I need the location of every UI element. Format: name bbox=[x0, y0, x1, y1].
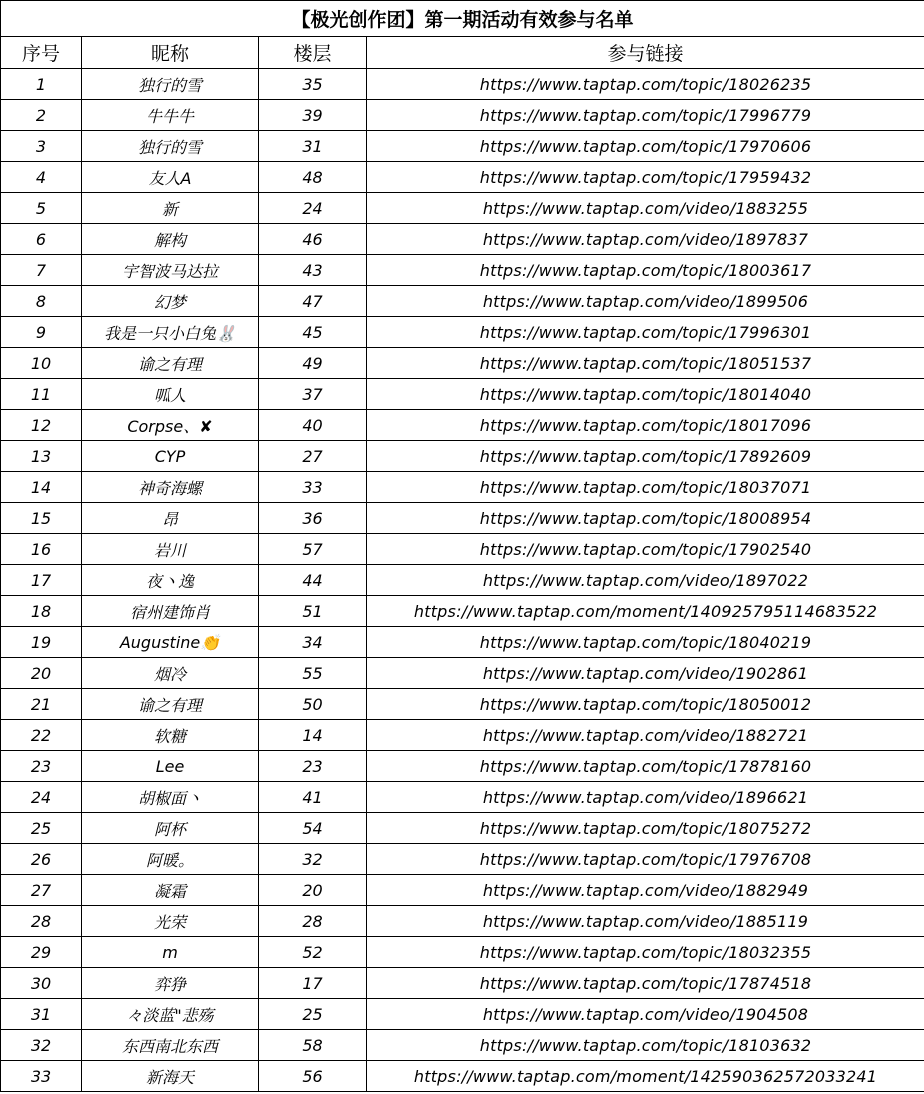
table-row bbox=[1, 255, 924, 286]
row-number: 2 bbox=[1, 100, 82, 131]
row-link: https://www.taptap.com/topic/17902540 bbox=[367, 534, 924, 565]
table-row bbox=[1, 999, 924, 1030]
header-floor: 楼层 bbox=[259, 37, 367, 69]
row-link: https://www.taptap.com/topic/17996779 bbox=[367, 100, 924, 131]
row-number: 23 bbox=[1, 751, 82, 782]
row-link: https://www.taptap.com/topic/18003617 bbox=[367, 255, 924, 286]
table-row bbox=[1, 937, 924, 968]
table-row bbox=[1, 100, 924, 131]
row-link: https://www.taptap.com/moment/142590362572033241 bbox=[367, 1061, 924, 1092]
row-nickname: 烟冷 bbox=[82, 658, 259, 689]
row-link: https://www.taptap.com/video/1904508 bbox=[367, 999, 924, 1030]
row-number: 19 bbox=[1, 627, 82, 658]
table-row bbox=[1, 193, 924, 224]
table-row bbox=[1, 503, 924, 534]
row-nickname: 独行的雪 bbox=[82, 69, 259, 100]
table-row bbox=[1, 1030, 924, 1061]
row-floor: 51 bbox=[259, 596, 367, 627]
table-row bbox=[1, 844, 924, 875]
table-row bbox=[1, 348, 924, 379]
row-link: https://www.taptap.com/topic/18037071 bbox=[367, 472, 924, 503]
row-floor: 20 bbox=[259, 875, 367, 906]
row-nickname: 谕之有理 bbox=[82, 689, 259, 720]
table-row bbox=[1, 658, 924, 689]
row-floor: 58 bbox=[259, 1030, 367, 1061]
row-floor: 17 bbox=[259, 968, 367, 999]
table-row bbox=[1, 813, 924, 844]
row-floor: 24 bbox=[259, 193, 367, 224]
row-nickname: 神奇海螺 bbox=[82, 472, 259, 503]
table-row bbox=[1, 69, 924, 100]
row-nickname: 岩川 bbox=[82, 534, 259, 565]
row-number: 13 bbox=[1, 441, 82, 472]
row-number: 27 bbox=[1, 875, 82, 906]
row-nickname: 昂 bbox=[82, 503, 259, 534]
row-nickname: 解构 bbox=[82, 224, 259, 255]
row-floor: 34 bbox=[259, 627, 367, 658]
row-link: https://www.taptap.com/topic/18017096 bbox=[367, 410, 924, 441]
row-number: 28 bbox=[1, 906, 82, 937]
row-nickname: 々淡蓝"悲殇 bbox=[82, 999, 259, 1030]
table-row bbox=[1, 441, 924, 472]
header-no: 序号 bbox=[1, 37, 82, 69]
row-floor: 43 bbox=[259, 255, 367, 286]
row-nickname: 幻梦 bbox=[82, 286, 259, 317]
row-floor: 28 bbox=[259, 906, 367, 937]
row-number: 12 bbox=[1, 410, 82, 441]
row-nickname: 光荣 bbox=[82, 906, 259, 937]
row-nickname: 软糖 bbox=[82, 720, 259, 751]
row-link: https://www.taptap.com/topic/17892609 bbox=[367, 441, 924, 472]
row-number: 33 bbox=[1, 1061, 82, 1092]
table-row bbox=[1, 751, 924, 782]
row-link: https://www.taptap.com/moment/140925795114683522 bbox=[367, 596, 924, 627]
row-floor: 36 bbox=[259, 503, 367, 534]
row-nickname: CYP bbox=[82, 441, 259, 472]
row-number: 16 bbox=[1, 534, 82, 565]
row-floor: 45 bbox=[259, 317, 367, 348]
row-number: 8 bbox=[1, 286, 82, 317]
table-row bbox=[1, 379, 924, 410]
row-link: https://www.taptap.com/video/1902861 bbox=[367, 658, 924, 689]
row-floor: 44 bbox=[259, 565, 367, 596]
row-number: 7 bbox=[1, 255, 82, 286]
row-link: https://www.taptap.com/topic/18050012 bbox=[367, 689, 924, 720]
row-number: 11 bbox=[1, 379, 82, 410]
row-number: 14 bbox=[1, 472, 82, 503]
row-nickname: 友人A bbox=[82, 162, 259, 193]
row-link: https://www.taptap.com/topic/18014040 bbox=[367, 379, 924, 410]
row-floor: 55 bbox=[259, 658, 367, 689]
row-nickname: Corpse、✘ bbox=[82, 410, 259, 441]
row-link: https://www.taptap.com/topic/18040219 bbox=[367, 627, 924, 658]
row-number: 25 bbox=[1, 813, 82, 844]
row-number: 21 bbox=[1, 689, 82, 720]
table-row bbox=[1, 131, 924, 162]
table-row bbox=[1, 627, 924, 658]
row-link: https://www.taptap.com/topic/18103632 bbox=[367, 1030, 924, 1061]
row-floor: 31 bbox=[259, 131, 367, 162]
row-nickname: 弈狰 bbox=[82, 968, 259, 999]
table-title: 【极光创作团】第一期活动有效参与名单 bbox=[1, 1, 924, 37]
title-row bbox=[1, 1, 924, 37]
row-nickname: 新 bbox=[82, 193, 259, 224]
row-nickname: Lee bbox=[82, 751, 259, 782]
row-link: https://www.taptap.com/topic/18026235 bbox=[367, 69, 924, 100]
row-number: 17 bbox=[1, 565, 82, 596]
row-link: https://www.taptap.com/video/1882721 bbox=[367, 720, 924, 751]
table-row bbox=[1, 596, 924, 627]
table-row bbox=[1, 720, 924, 751]
table-row bbox=[1, 534, 924, 565]
row-number: 18 bbox=[1, 596, 82, 627]
table-row bbox=[1, 162, 924, 193]
row-floor: 39 bbox=[259, 100, 367, 131]
row-link: https://www.taptap.com/video/1882949 bbox=[367, 875, 924, 906]
row-nickname: 新海天 bbox=[82, 1061, 259, 1092]
header-link: 参与链接 bbox=[367, 37, 924, 69]
row-floor: 27 bbox=[259, 441, 367, 472]
row-floor: 56 bbox=[259, 1061, 367, 1092]
row-number: 6 bbox=[1, 224, 82, 255]
row-link: https://www.taptap.com/topic/17996301 bbox=[367, 317, 924, 348]
row-number: 10 bbox=[1, 348, 82, 379]
row-nickname: 我是一只小白兔🐰 bbox=[82, 317, 259, 348]
table-row bbox=[1, 224, 924, 255]
row-link: https://www.taptap.com/video/1899506 bbox=[367, 286, 924, 317]
table-row bbox=[1, 1061, 924, 1092]
row-number: 31 bbox=[1, 999, 82, 1030]
row-number: 5 bbox=[1, 193, 82, 224]
row-number: 22 bbox=[1, 720, 82, 751]
row-floor: 33 bbox=[259, 472, 367, 503]
row-floor: 25 bbox=[259, 999, 367, 1030]
row-nickname: 夜丶逸 bbox=[82, 565, 259, 596]
row-link: https://www.taptap.com/topic/17959432 bbox=[367, 162, 924, 193]
table-row bbox=[1, 782, 924, 813]
row-link: https://www.taptap.com/video/1897022 bbox=[367, 565, 924, 596]
table-row bbox=[1, 906, 924, 937]
row-number: 30 bbox=[1, 968, 82, 999]
row-link: https://www.taptap.com/video/1897837 bbox=[367, 224, 924, 255]
table-row bbox=[1, 286, 924, 317]
row-nickname: 凝霜 bbox=[82, 875, 259, 906]
table-row bbox=[1, 968, 924, 999]
row-nickname: 阿杯 bbox=[82, 813, 259, 844]
row-floor: 46 bbox=[259, 224, 367, 255]
row-number: 3 bbox=[1, 131, 82, 162]
row-number: 9 bbox=[1, 317, 82, 348]
row-link: https://www.taptap.com/video/1896621 bbox=[367, 782, 924, 813]
row-number: 20 bbox=[1, 658, 82, 689]
row-link: https://www.taptap.com/topic/18008954 bbox=[367, 503, 924, 534]
row-nickname: m bbox=[82, 937, 259, 968]
table-row bbox=[1, 689, 924, 720]
row-link: https://www.taptap.com/topic/18075272 bbox=[367, 813, 924, 844]
row-nickname: Augustine👏 bbox=[82, 627, 259, 658]
row-floor: 40 bbox=[259, 410, 367, 441]
row-nickname: 呱人 bbox=[82, 379, 259, 410]
row-link: https://www.taptap.com/topic/17874518 bbox=[367, 968, 924, 999]
row-nickname: 宇智波马达拉 bbox=[82, 255, 259, 286]
row-floor: 54 bbox=[259, 813, 367, 844]
row-link: https://www.taptap.com/topic/18051537 bbox=[367, 348, 924, 379]
row-floor: 32 bbox=[259, 844, 367, 875]
table-body bbox=[1, 69, 924, 1092]
row-floor: 52 bbox=[259, 937, 367, 968]
row-number: 1 bbox=[1, 69, 82, 100]
row-number: 15 bbox=[1, 503, 82, 534]
row-nickname: 宿州建饰肖 bbox=[82, 596, 259, 627]
row-link: https://www.taptap.com/topic/17976708 bbox=[367, 844, 924, 875]
row-nickname: 胡椒面丶 bbox=[82, 782, 259, 813]
table-row bbox=[1, 317, 924, 348]
row-link: https://www.taptap.com/topic/18032355 bbox=[367, 937, 924, 968]
row-link: https://www.taptap.com/topic/17878160 bbox=[367, 751, 924, 782]
row-floor: 41 bbox=[259, 782, 367, 813]
row-nickname: 谕之有理 bbox=[82, 348, 259, 379]
row-nickname: 东西南北东西 bbox=[82, 1030, 259, 1061]
row-link: https://www.taptap.com/video/1885119 bbox=[367, 906, 924, 937]
row-link: https://www.taptap.com/topic/17970606 bbox=[367, 131, 924, 162]
row-nickname: 牛牛牛 bbox=[82, 100, 259, 131]
header-nickname: 昵称 bbox=[82, 37, 259, 69]
row-floor: 35 bbox=[259, 69, 367, 100]
row-link: https://www.taptap.com/video/1883255 bbox=[367, 193, 924, 224]
table-row bbox=[1, 565, 924, 596]
row-floor: 37 bbox=[259, 379, 367, 410]
header-row bbox=[1, 37, 924, 69]
row-floor: 47 bbox=[259, 286, 367, 317]
row-floor: 49 bbox=[259, 348, 367, 379]
row-number: 32 bbox=[1, 1030, 82, 1061]
row-floor: 14 bbox=[259, 720, 367, 751]
table-row bbox=[1, 875, 924, 906]
row-number: 4 bbox=[1, 162, 82, 193]
row-number: 29 bbox=[1, 937, 82, 968]
row-number: 26 bbox=[1, 844, 82, 875]
row-floor: 48 bbox=[259, 162, 367, 193]
row-floor: 57 bbox=[259, 534, 367, 565]
table-row bbox=[1, 472, 924, 503]
table-row bbox=[1, 410, 924, 441]
row-floor: 50 bbox=[259, 689, 367, 720]
row-nickname: 独行的雪 bbox=[82, 131, 259, 162]
row-floor: 23 bbox=[259, 751, 367, 782]
row-nickname: 阿暖。 bbox=[82, 844, 259, 875]
row-number: 24 bbox=[1, 782, 82, 813]
